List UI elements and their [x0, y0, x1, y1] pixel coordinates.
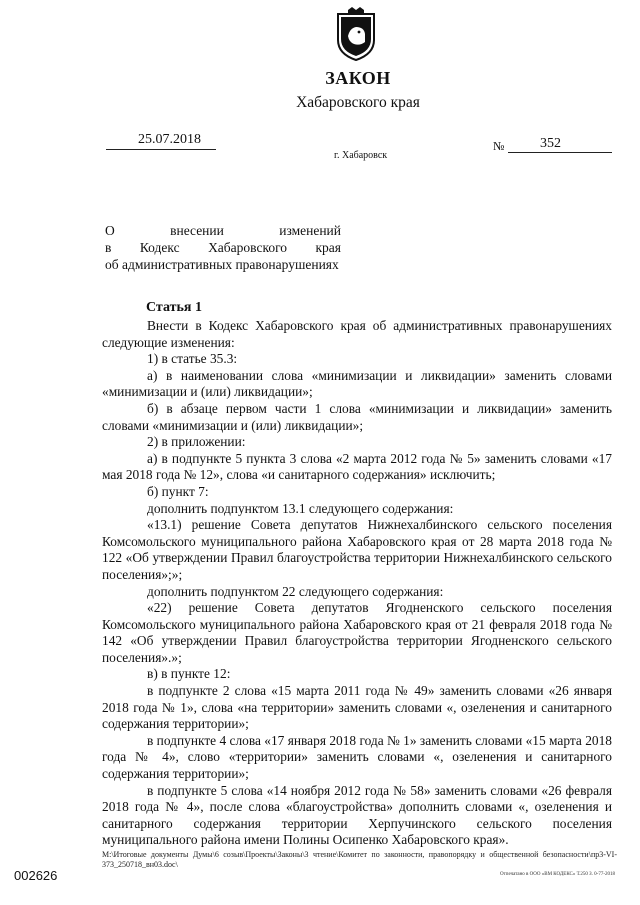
article-paragraph: а) в подпункте 5 пункта 3 слова «2 марта 2012 года № 5» заменить словами «17 мая 2018 года № 12», слова «и санитарного содержания» исключить; — [102, 450, 612, 483]
article-paragraph: «13.1) решение Совета депутатов Нижнехалбинского сельского поселения Комсомольского муниципального района Хабаровского края от 28 марта 2018 года № 122 «Об утверждении Правил благоустройства территории Нижнехалбинского сельского поселения»;»; — [102, 517, 612, 582]
law-subject-title — [105, 222, 341, 273]
article-paragraph: а) в наименовании слова «минимизации и ликвидации» заменить словами «минимизации и (или) ликвидации»; — [102, 367, 612, 400]
article-paragraph: в) в пункте 12: — [147, 666, 231, 682]
document-number: 352 — [540, 136, 561, 151]
article-heading: Статья 1 — [146, 300, 202, 315]
law-subject-line-1: О внесении изменений — [105, 223, 342, 238]
coat-of-arms-emblem — [334, 6, 378, 62]
number-label: № — [493, 139, 505, 153]
number-underline — [508, 152, 612, 153]
article-paragraph: 1) в статье 35.3: — [147, 351, 238, 367]
date-underline — [106, 149, 216, 150]
article-paragraph: в подпункте 5 слова «14 ноября 2012 года № 58» заменить словами «26 февраля 2018 года № 4», после слова «благоустройства» дополнить словами «, озеленения и санитарного содержания территории Херпучинского сельского поселения муниципального района имени Полины Осипенко Хабаровского края». — [102, 782, 612, 848]
document-city: г. Хабаровск — [334, 150, 388, 161]
article-paragraph: в подпункте 4 слова «17 января 2018 года № 1» заменить словами «15 марта 2018 года № 4», слово «территории» заменить словами «, озеленения и санитарного содержания территории»; — [102, 732, 612, 782]
document-date: 25.07.2018 — [138, 132, 201, 147]
file-path: М:\Итоговые документы Думы\6 созыв\Проекты\Законы\3 чтение\Комитет по законности, правопорядку и общественной безопасности\пр3-VI-373_250718_вн03.doc\ — [102, 850, 617, 869]
law-subject-line-3: об административных правонарушениях — [105, 257, 339, 272]
article-paragraph: в подпункте 2 слова «15 марта 2011 года № 49» заменить словами «26 января 2018 года № 1», слова «на территории» заменить словами «, озеленения и санитарного содержания территории»; — [102, 683, 612, 732]
document-title: ЗАКОН — [325, 68, 391, 88]
article-body — [102, 318, 612, 849]
document-subtitle: Хабаровского края — [296, 94, 420, 111]
article-paragraph: б) в абзаце первом части 1 слова «минимизации и ликвидации» заменить словами «минимизации и (или) ликвидации»; — [102, 400, 612, 433]
article-paragraph: «22) решение Совета депутатов Ягодненского сельского поселения Комсомольского муниципального района Хабаровского края от 21 февраля 2018 года № 142 «Об утверждении Правил благоустройства территории Ягодненского сельского поселения».»; — [102, 600, 612, 665]
print-note: Отпечатано в ООО «ВМ КОДЕКС» Т.250 З. 0-77-2018 — [500, 872, 616, 877]
article-paragraph: б) пункт 7: — [147, 483, 209, 499]
article-paragraph: Внести в Кодекс Хабаровского края об административных правонарушениях следующие изменения: — [102, 318, 612, 350]
article-paragraph: 2) в приложении: — [147, 434, 246, 450]
law-subject-line-2: в Кодекс Хабаровского края — [105, 240, 341, 255]
document-serial-number: 002626 — [14, 868, 58, 883]
article-paragraph: дополнить подпунктом 22 следующего содержания: — [147, 583, 444, 599]
article-paragraph: дополнить подпунктом 13.1 следующего содержания: — [147, 500, 454, 516]
